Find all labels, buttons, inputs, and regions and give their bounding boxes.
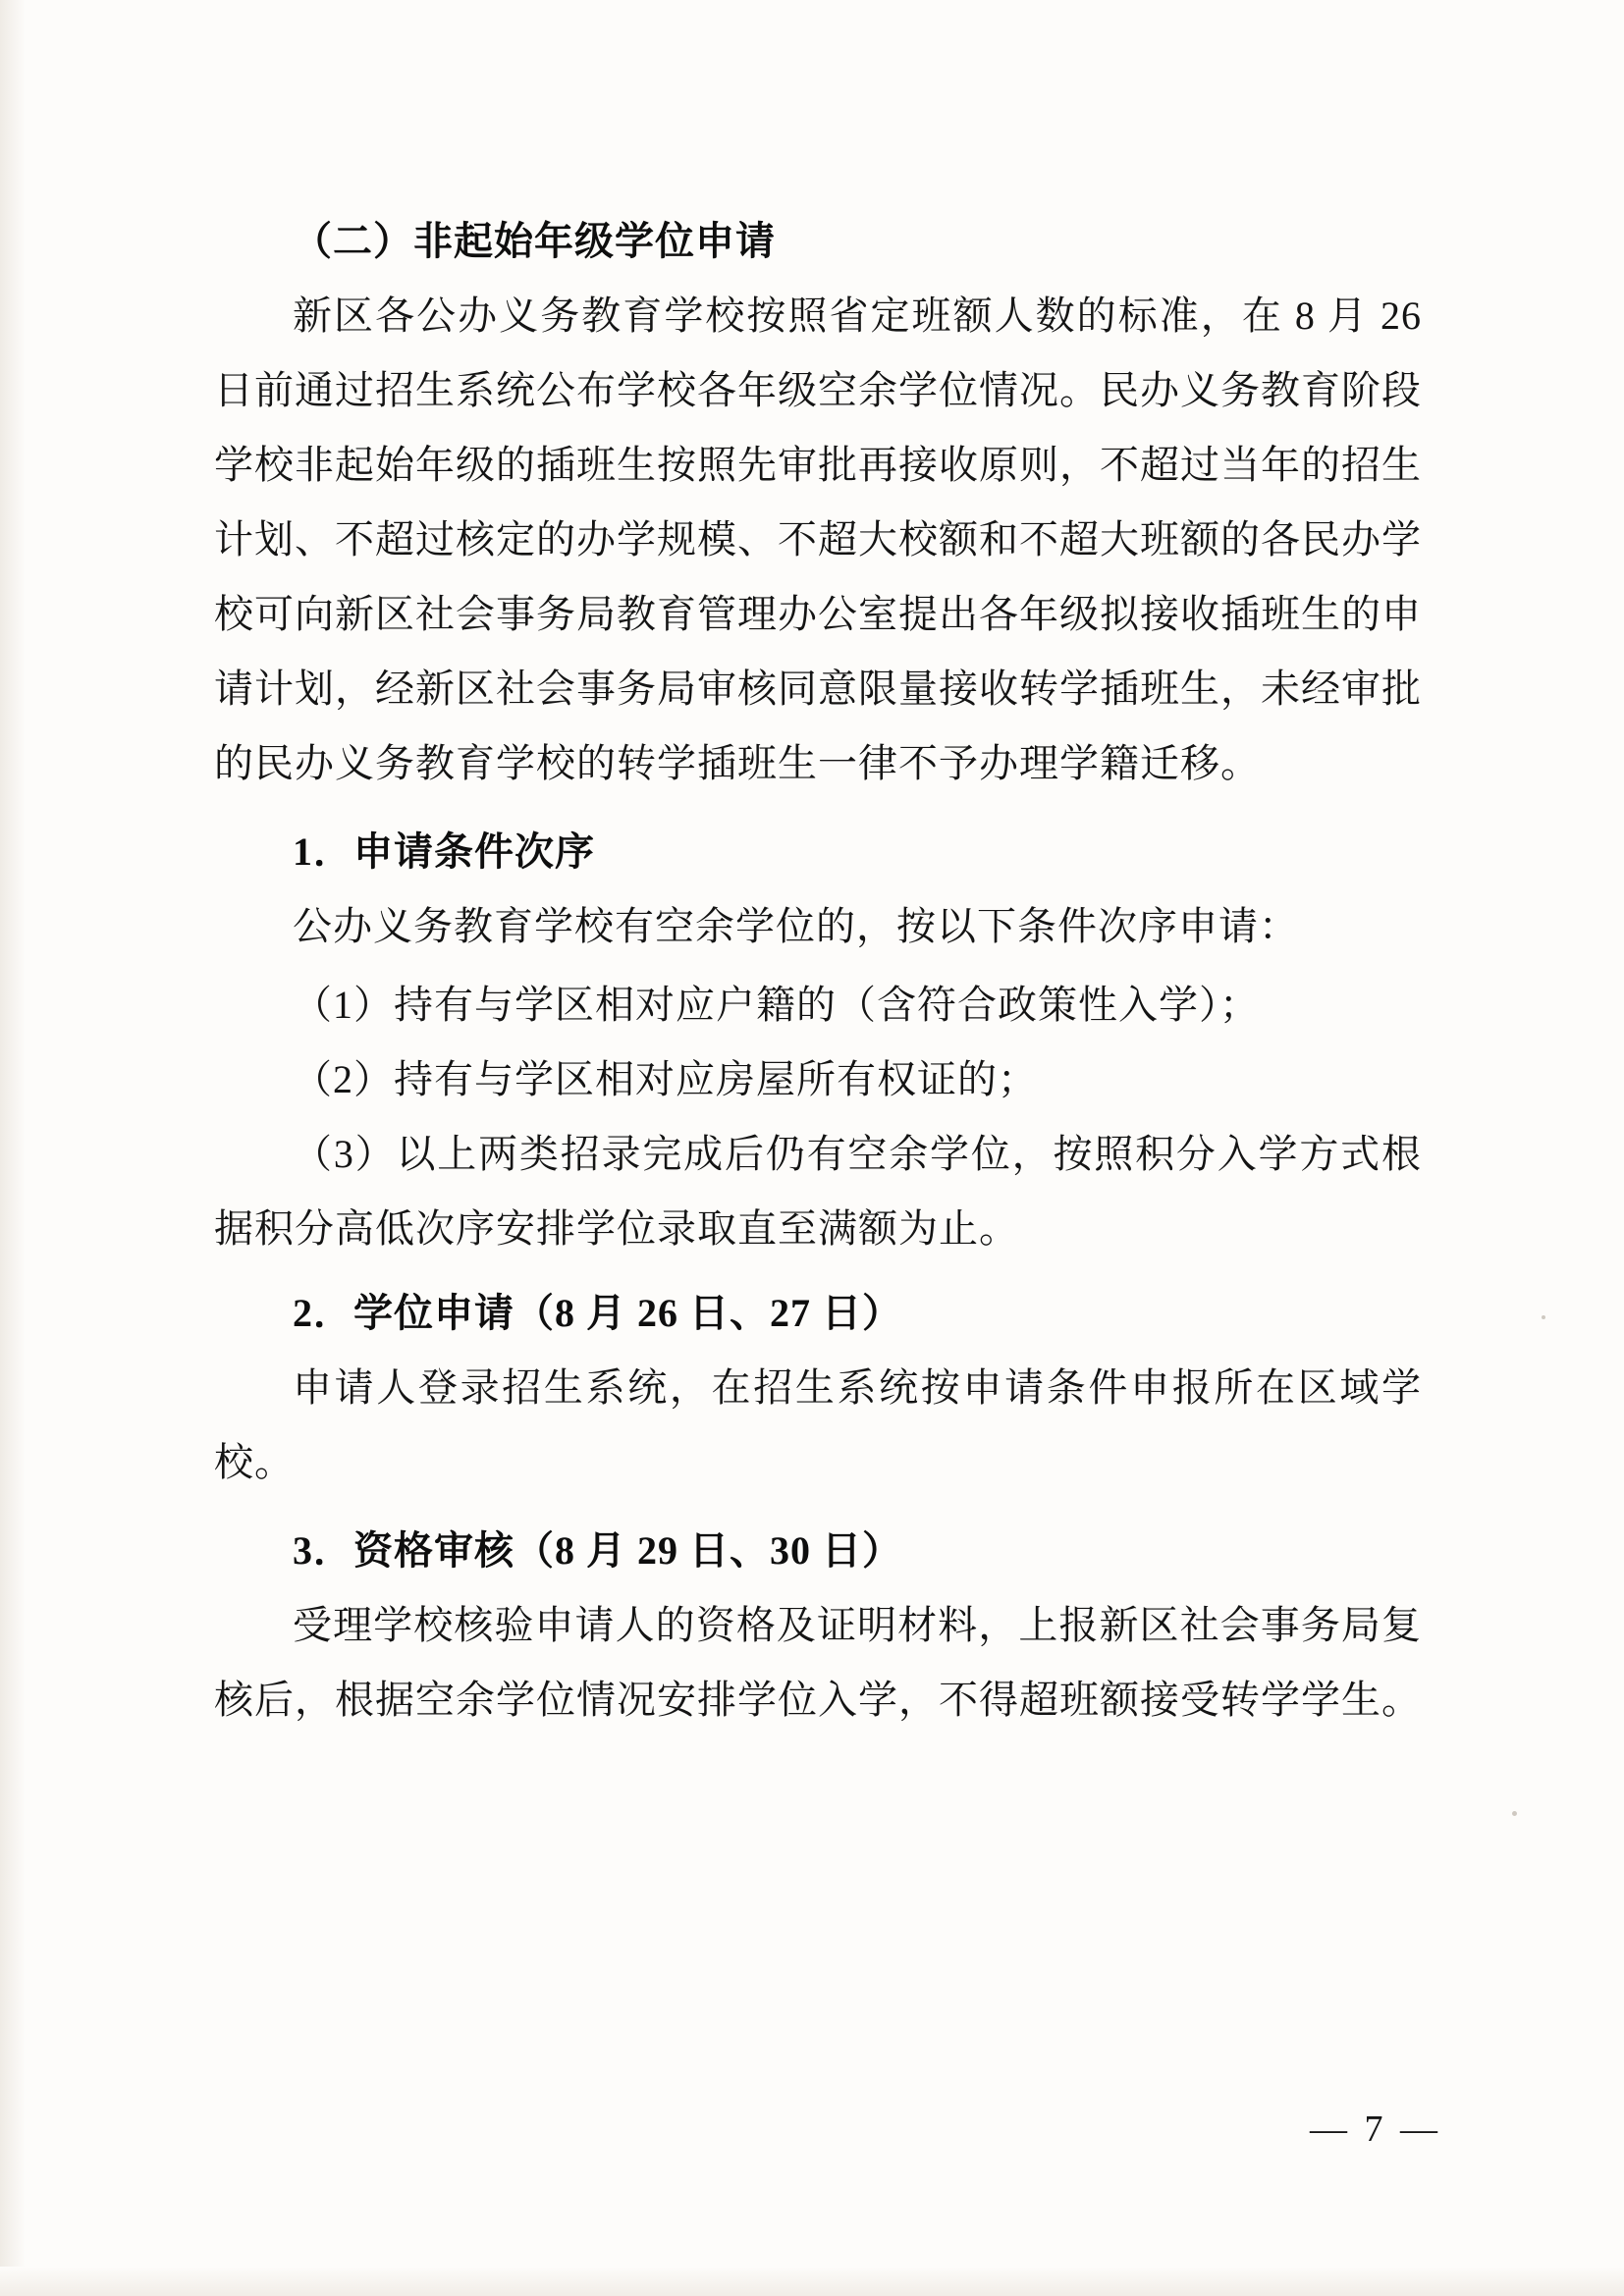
spacer [214,1504,1422,1514]
item-body-3: 受理学校核验申请人的资格及证明材料，上报新区社会事务局复核后，根据空余学位情况安排学位入学，不得超班额接受转学学生。 [214,1603,1422,1722]
item-title-2: 2．学位申请（8 月 26 日、27 日） [293,1291,902,1335]
scan-speck [1512,1811,1517,1816]
page-number: — 7 — [1310,2109,1441,2150]
list-item: （1）持有与学区相对应户籍的（含符合政策性入学）； [293,983,1260,1027]
document-body [214,204,1422,1741]
spacer [214,1266,1422,1276]
item-body-2: 申请人登录招生系统，在招生系统按申请条件申报所在区域学校。 [214,1365,1422,1484]
scan-edge-left [0,0,26,2296]
list-item: （2）持有与学区相对应房屋所有权证的； [293,1057,1038,1101]
intro-paragraph: 新区各公办义务教育学校按照省定班额人数的标准，在 8 月 26 日前通过招生系统公布学校各年级空余学位情况。民办义务教育阶段学校非起始年级的插班生按照先审批再接收原则，不超过当年的招生计划、不超过核定的办学规模、不超大校额和不超大班额的各民办学校可向新区社会事务局教育管理办公室提出各年级拟接收插班生的申请计划，经新区社会事务局审核同意限量接收转学插班生，未经审批的民办义务教育学校的转学插班生一律不予办理学籍迁移。 [214,294,1422,785]
scan-speck [1542,1315,1545,1319]
list-item: （3）以上两类招录完成后仍有空余学位，按照积分入学方式根据积分高低次序安排学位录取直至满额为止。 [214,1132,1422,1251]
item-body-1: 公办义务教育学校有空余学位的，按以下条件次序申请： [293,904,1299,948]
item-title-1: 1．申请条件次序 [293,829,595,874]
item-title-3: 3．资格审核（8 月 29 日、30 日） [293,1528,902,1573]
scan-edge-bottom [0,2267,1624,2296]
spacer [214,805,1422,815]
section-heading: （二）非起始年级学位申请 [293,219,776,263]
